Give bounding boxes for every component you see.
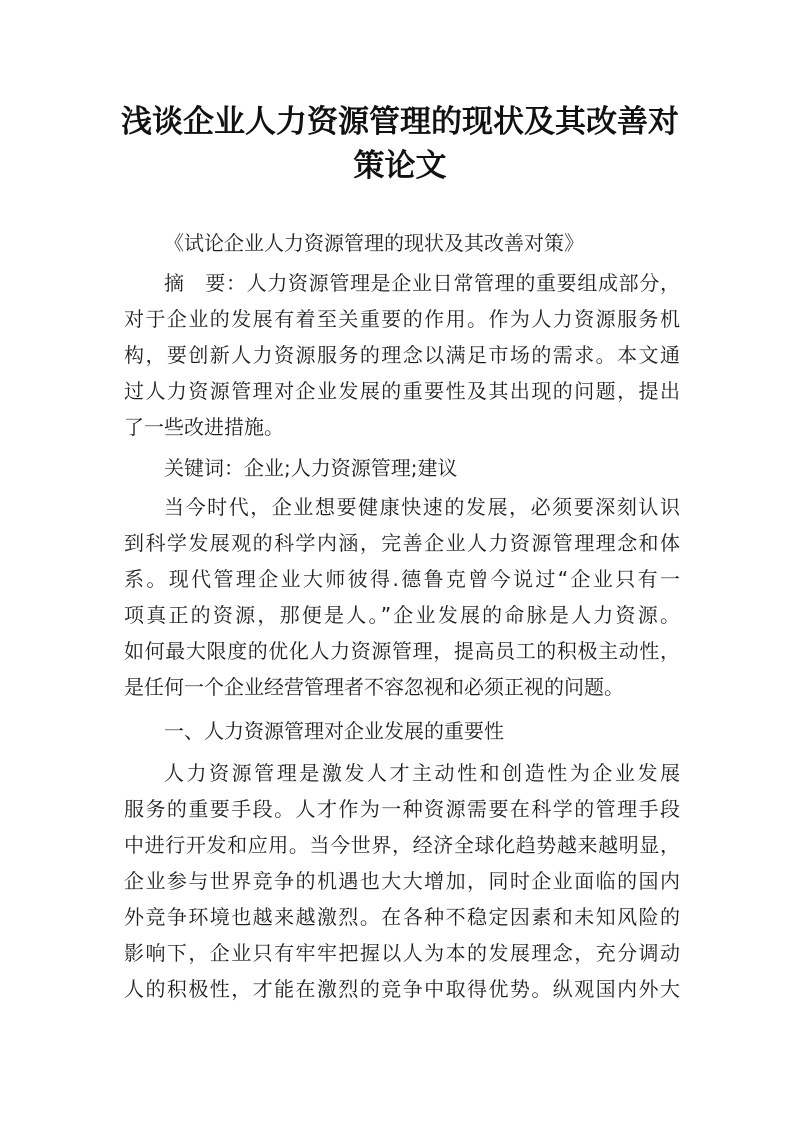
abstract-line: 了一些改进措施。 — [124, 415, 284, 439]
abstract-line: 构，要创新人力资源服务的理念以满足市场的需求。本文通 — [124, 343, 680, 367]
body-text-line: 企业参与世界竞争的机遇也大大增加，同时企业面临的国内 — [124, 869, 680, 893]
body-text-line: 影响下，企业只有牢牢把握以人为本的发展理念，充分调动 — [124, 941, 680, 965]
source-reference-line: 《试论企业人力资源管理的现状及其改善对策》 — [164, 231, 584, 255]
body-text-line: 系。现代管理企业大师彼得.德鲁克曾今说过“企业只有一 — [124, 567, 680, 591]
body-text-line: 服务的重要手段。人才作为一种资源需要在科学的管理手段 — [124, 797, 680, 821]
document-title-line-1: 浅谈企业人力资源管理的现状及其改善对 — [121, 104, 679, 140]
section-heading: 一、人力资源管理对企业发展的重要性 — [164, 719, 504, 743]
keywords-line: 关键词：企业;人力资源管理;建议 — [164, 456, 458, 480]
body-text-line: 项真正的资源，那便是人。”企业发展的命脉是人力资源。 — [124, 603, 680, 627]
abstract-line: 过人力资源管理对企业发展的重要性及其出现的问题，提出 — [124, 379, 680, 403]
body-text-line: 当今时代，企业想要健康快速的发展，必须要深刻认识 — [164, 495, 680, 519]
abstract-line: 对于企业的发展有着至关重要的作用。作为人力资源服务机 — [124, 307, 680, 331]
document-title-line-2: 策论文 — [353, 148, 447, 184]
body-text-line: 人的积极性，才能在激烈的竞争中取得优势。纵观国内外大 — [124, 977, 680, 1001]
body-text-line: 如何最大限度的优化人力资源管理，提高员工的积极主动性， — [124, 639, 680, 663]
body-text-line: 人力资源管理是激发人才主动性和创造性为企业发展 — [164, 761, 680, 785]
body-text-line: 中进行开发和应用。当今世界，经济全球化趋势越来越明显， — [124, 833, 680, 857]
body-text-line: 外竞争环境也越来越激烈。在各种不稳定因素和未知风险的 — [124, 905, 680, 929]
body-text-line: 到科学发展观的科学内涵，完善企业人力资源管理理念和体 — [124, 531, 680, 555]
abstract-line: 摘 要：人力资源管理是企业日常管理的重要组成部分， — [164, 271, 680, 295]
body-text-line: 是任何一个企业经营管理者不容忽视和必须正视的问题。 — [124, 675, 624, 699]
